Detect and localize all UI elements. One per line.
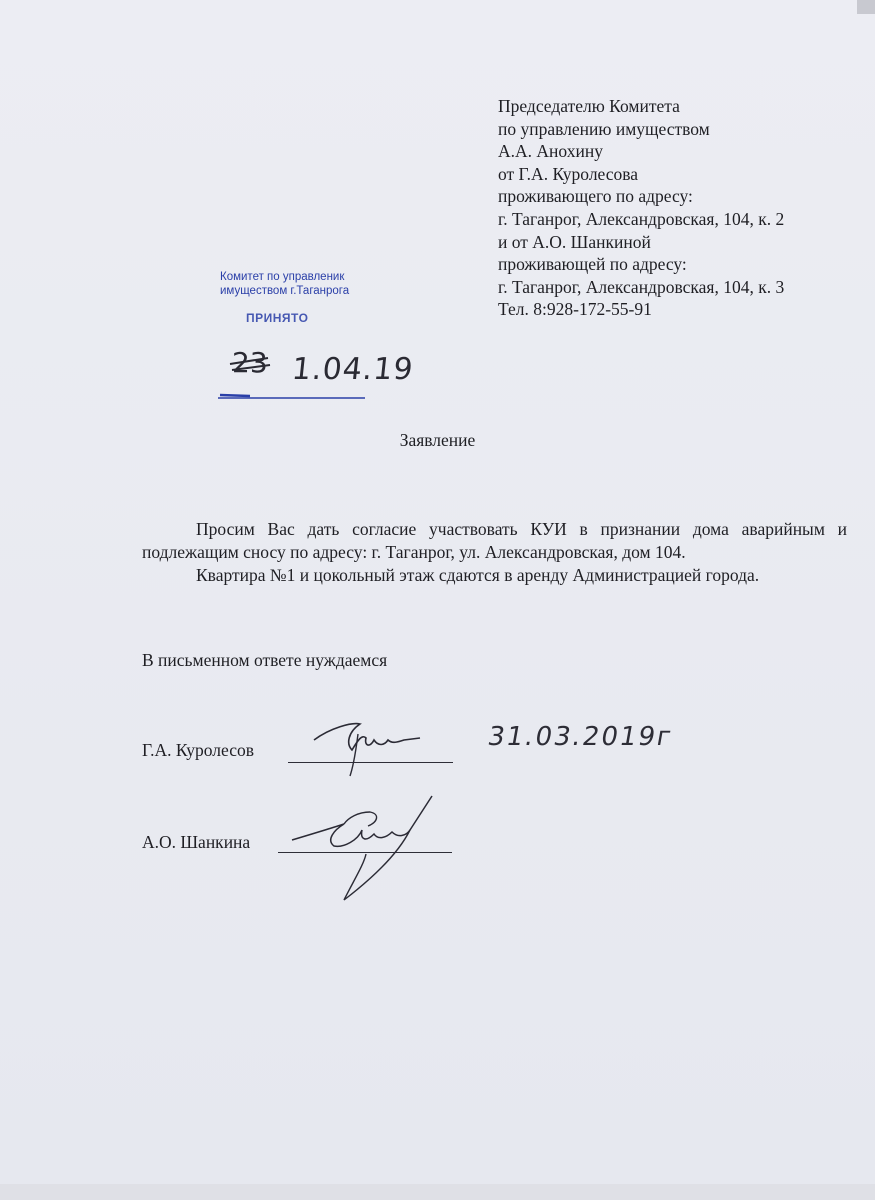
signer-name: Г.А. Куролесов	[142, 740, 254, 760]
document-body	[142, 518, 847, 587]
addressee-line: Председателю Комитета	[498, 96, 680, 116]
addressee-line: Тел. 8:928-172-55-91	[498, 299, 652, 320]
addressee-line: проживающей по адресу:	[498, 254, 687, 275]
response-note: В письменном ответе нуждаемся	[142, 650, 388, 670]
scan-edge	[857, 0, 875, 14]
signer-name: А.О. Шанкина	[142, 832, 251, 852]
addressee-block	[498, 95, 838, 321]
body-paragraph: Квартира №1 и цокольный этаж сдаются в аренду Администрацией города.	[196, 565, 760, 585]
signature-2-icon	[282, 788, 452, 908]
received-stamp	[210, 270, 375, 410]
signature-1-icon	[300, 710, 430, 780]
body-paragraph: Просим Вас дать согласие участвовать КУИ в признании дома аварийным и подлежащим сносу по адресу: г. Таганрог, ул. Александровская, дом 104.	[142, 519, 847, 562]
document-title: Заявление	[399, 430, 476, 450]
signer1-handwritten-date: 31.03.2019г	[485, 722, 676, 752]
stamp-accepted-label: ПРИНЯТО	[246, 311, 309, 325]
addressee-line: А.А. Анохину	[498, 141, 603, 162]
svg-text:23: 23	[232, 346, 268, 379]
addressee-line: и от А.О. Шанкиной	[498, 231, 651, 252]
addressee-line: от Г.А. Куролесова	[498, 163, 639, 184]
stamp-handwritten-date: 1.04.19	[290, 352, 416, 387]
addressee-line: г. Таганрог, Александровская, 104, к. 2	[498, 208, 785, 229]
stamp-org-line: имуществом г.Таганрога	[220, 285, 350, 297]
scan-edge	[0, 1184, 875, 1200]
stamp-org-line: Комитет по управленик	[220, 271, 345, 283]
addressee-line: по управлению имуществом	[498, 118, 710, 139]
addressee-line: г. Таганрог, Александровская, 104, к. 3	[498, 276, 785, 297]
addressee-line: проживающего по адресу:	[498, 186, 693, 207]
